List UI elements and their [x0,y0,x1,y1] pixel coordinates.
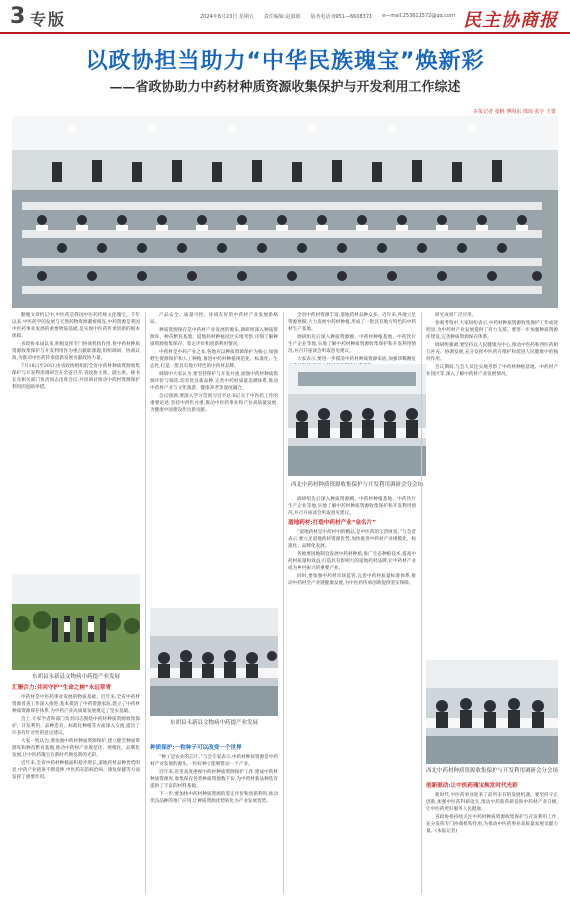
paragraph: 参观考察中,大家纷纷表示,中药材种质资源收集保护工作成效明显,为中药材产业发展提供了有力支撑。要进一步加强种质资源库建设,完善种质资源保存体系。 [426,321,558,340]
conference-photo [12,116,558,308]
article-headline: 以政协担当助力“中华民族瑰宝”焕新彩 [85,49,485,74]
paragraph: 中药材是中药产业之本,各地应以种质资源保护为核心,加强野生资源保护和人工种植,推进中药材种植规范化、标准化、生态化,打造一批具有地方特色的中药材品牌。 [150,350,278,369]
paragraph: 省政协将持续关注中药材种质资源收集保护与开发利用工作,充分发挥专门协商机构作用,为推动中医药事业高质量发展贡献力量。(本报记者) [426,815,558,834]
paragraph: 产品安全、质量可控、环境友好的中药材产业发展新格局。 [150,313,278,325]
paragraph: 近年来,省里高度重视中药材种质资源保护工作,建成中药材种质资源库,收集保存各类种质资源数千份,为中药材新品种选育提供了丰富的材料基础。 [150,770,278,789]
photo-caption: 西北中药材种质资源收集保护与开发利用调研会分会场 [290,482,423,488]
paragraph: 近年来,全省中药材种植面积稳步增长,道地药材品种优势明显,中药产业链条不断延伸,中医药在防病治病、康复保健等方面发挥了重要作用。 [12,761,140,780]
left-field-photo [12,574,140,670]
section-heading: 创新驱动:让中医药瑰宝焕发时代光彩 [426,783,518,789]
paragraph: 调研组先后深入种质资源圃、中药材种植基地、中药饮片生产企业等地,实地了解中药材种质资源收集保护和开发利用情况,并召开座谈会听取意见建议。 [288,335,416,354]
paragraph: 新时代,中医药事业迎来了前所未有的发展机遇。要坚持守正创新,加强中医药科研攻关,推动中药新药研发和中药材产业升级,让中医药更好服务人民健康。 [426,793,558,812]
paragraph: 省政协本届以来,积极发挥专门协商机构作用,将中药材种质资源收集保护与开发利用作为重点履职课题,组织调研、协商议政,为推动中医药传承创新发展贡献政协力量。 [12,342,140,361]
email-address: e—mail:253611572@qq.com [382,13,455,19]
paragraph: 研究成果广泛应用。 [435,313,477,318]
paragraph: 大家表示,要进一步摸清中药材种质资源家底,加强珍稀濒危 [297,357,416,362]
paragraph: 各地要因地制宜发展中药材种植,推广生态种植技术,提高中药材质量和效益,打造具有影响力的道地药材品牌,让中药材产业成为乡村振兴的重要产业。 [288,552,416,571]
paragraph: 调研中大家认为,要坚持保护与开发并重,加强中药材种质资源评价与筛选,培育优良新品种,完善中药材质量追溯体系,推动中药材产业与文化旅游、健康养老等深度融合。 [150,372,278,391]
header-meta [200,13,455,20]
paragraph: 下一步,要加快中药材种质资源的鉴定评价和创新利用,推动优良品种的推广应用,让种质资源优势转化为产业发展优势。 [150,792,278,804]
paragraph: 调研组先后深入种质资源圃、中药材种植基地、中药饮片生产企业等地,实地了解中药材种质资源收集保护和开发利用情况,并召开座谈会听取意见建议。 [288,497,416,516]
newspaper-logo: 民主协商报 [463,10,558,31]
right-meeting-photo [426,660,558,764]
paragraph: “道地药材是中药材中的精品,是中医药的宝贵财富。”与会者表示,要立足道地药材资源优势,加快推进中药材产业规模化、标准化、品牌化发展。 [288,530,416,549]
phone-number: 版务电话:0951—6608371 [310,14,373,20]
article-column-3b [288,496,416,894]
article-subhead: ——省政协助力中药材种质资源收集保护与开发利用工作综述 [109,80,461,95]
section-heading: 道地药材:打造中药材产业“金名片” [288,520,376,526]
section-heading: 汇聚合力:共同守护“生命之树”永远常青 [12,685,112,691]
paragraph: 调研组强调,要坚持以人民健康为中心,推动中医药和西医药相互补充、协调发展,充分发挥中医药在维护和促进人民健康中的独特作用。 [426,343,558,362]
editor-credit: 责任编辑:赵淑娟 [263,14,301,20]
paragraph: 中药材是中医药事业发展的物质基础。近年来,全省中药材资源普查工作深入推进,基本摸清了中药资源家底,建立了中药材种质资源保存体系,为中药产业高质量发展奠定了坚实基础。 [12,695,140,714]
page-number: 3 [10,4,26,29]
paragraph: 大家一致认为,要加强中药材种质资源保护,建立健全种质资源库和种苗繁育基地,推动中药材产业规范化、规模化、品牌化发展,让中医药瑰宝在新时代焕发新的光彩。 [12,739,140,758]
paragraph: 7月18日至20日,由省政协组织的全省中药材种质资源收集保护与开发利用调研会在全省召开,省政协主席、副主席、秘书长及相关部门负责同志出席会议,共同研讨推动中药材资源保护利用的思路举措。 [12,364,140,390]
article-column-1b [12,682,140,894]
paragraph: “种子是农业的芯片。”与会专家表示,中药材种质资源是中药材产业发展的源头,一粒好种子能够带动一个产业。 [150,755,278,767]
paragraph: 会议期间,与会人员还实地考察了中药材种植基地、中药材产业园区等,深入了解中药材产业发展情况。 [426,365,558,377]
column-rule [145,312,146,894]
section-heading: 种质保护:一粒种子可以改变一个世界 [150,745,242,751]
photo-caption: 东胡县永新县文物病中药提产业发展 [169,720,258,726]
photo-caption: 东胡县永新县文物病中药提产业发展 [31,674,120,680]
paragraph: 勤勉文章约记中,中医药是我国中医药传统文化瑰宝。千年以来,中医药学的发展与天然药物资源紧密相连,中药资源是我国中医药事业发展的重要物质基础,是实现中医药传承创新的根本保障。 [12,313,140,339]
photo-caption: 西北中药材种质资源收集保护与开发利用调研会分会场 [426,768,559,774]
paragraph: 会上,专家学者和部门负责同志围绕中药材种质资源收集保护、开发利用、品种选育、标准化种植等方面深入交流,提出了许多有针对性的意见建议。 [12,717,140,736]
meeting-photo-left [150,608,278,716]
column-rule [421,312,422,894]
paragraph: 种质资源保存是中药材产业发展的源头,调研组深入种质资源库、种苗繁育基地、道地药材种植园区实地考察,详细了解种质资源收集保存、鉴定评价和创新利用情况。 [150,328,278,347]
paragraph: 全省中药材资源丰富,道地药材品种众多。近年来,各地立足资源禀赋,大力发展中药材种植,形成了一批具有地方特色的中药材生产基地。 [288,313,416,332]
paragraph: 会议强调,要深入学习贯彻习近平总书记关于中医药工作的重要论述,坚持中西医并重,推动中医药事业和产业高质量发展,为健康中国建设作出新贡献。 [150,394,278,413]
masthead [0,0,570,34]
column-rule [283,312,284,894]
center-meeting-photo [288,364,426,476]
article-column-2b [150,742,278,894]
section-name: 专版 [30,10,67,29]
issue-date: 2024年8月23日 星期五 [200,14,254,20]
article-column-4b [426,780,558,894]
article-column-1 [12,312,140,570]
article-byline: 本报记者 张帆 傅海东 邢琼 张宇 王蕾 [473,109,556,115]
paragraph: 同时,要加强中药材市场监管,完善中药材质量标准体系,推动中药材全产业链健康发展,为中医药传承创新提供坚实保障。 [288,574,416,586]
article-column-4 [426,312,558,656]
